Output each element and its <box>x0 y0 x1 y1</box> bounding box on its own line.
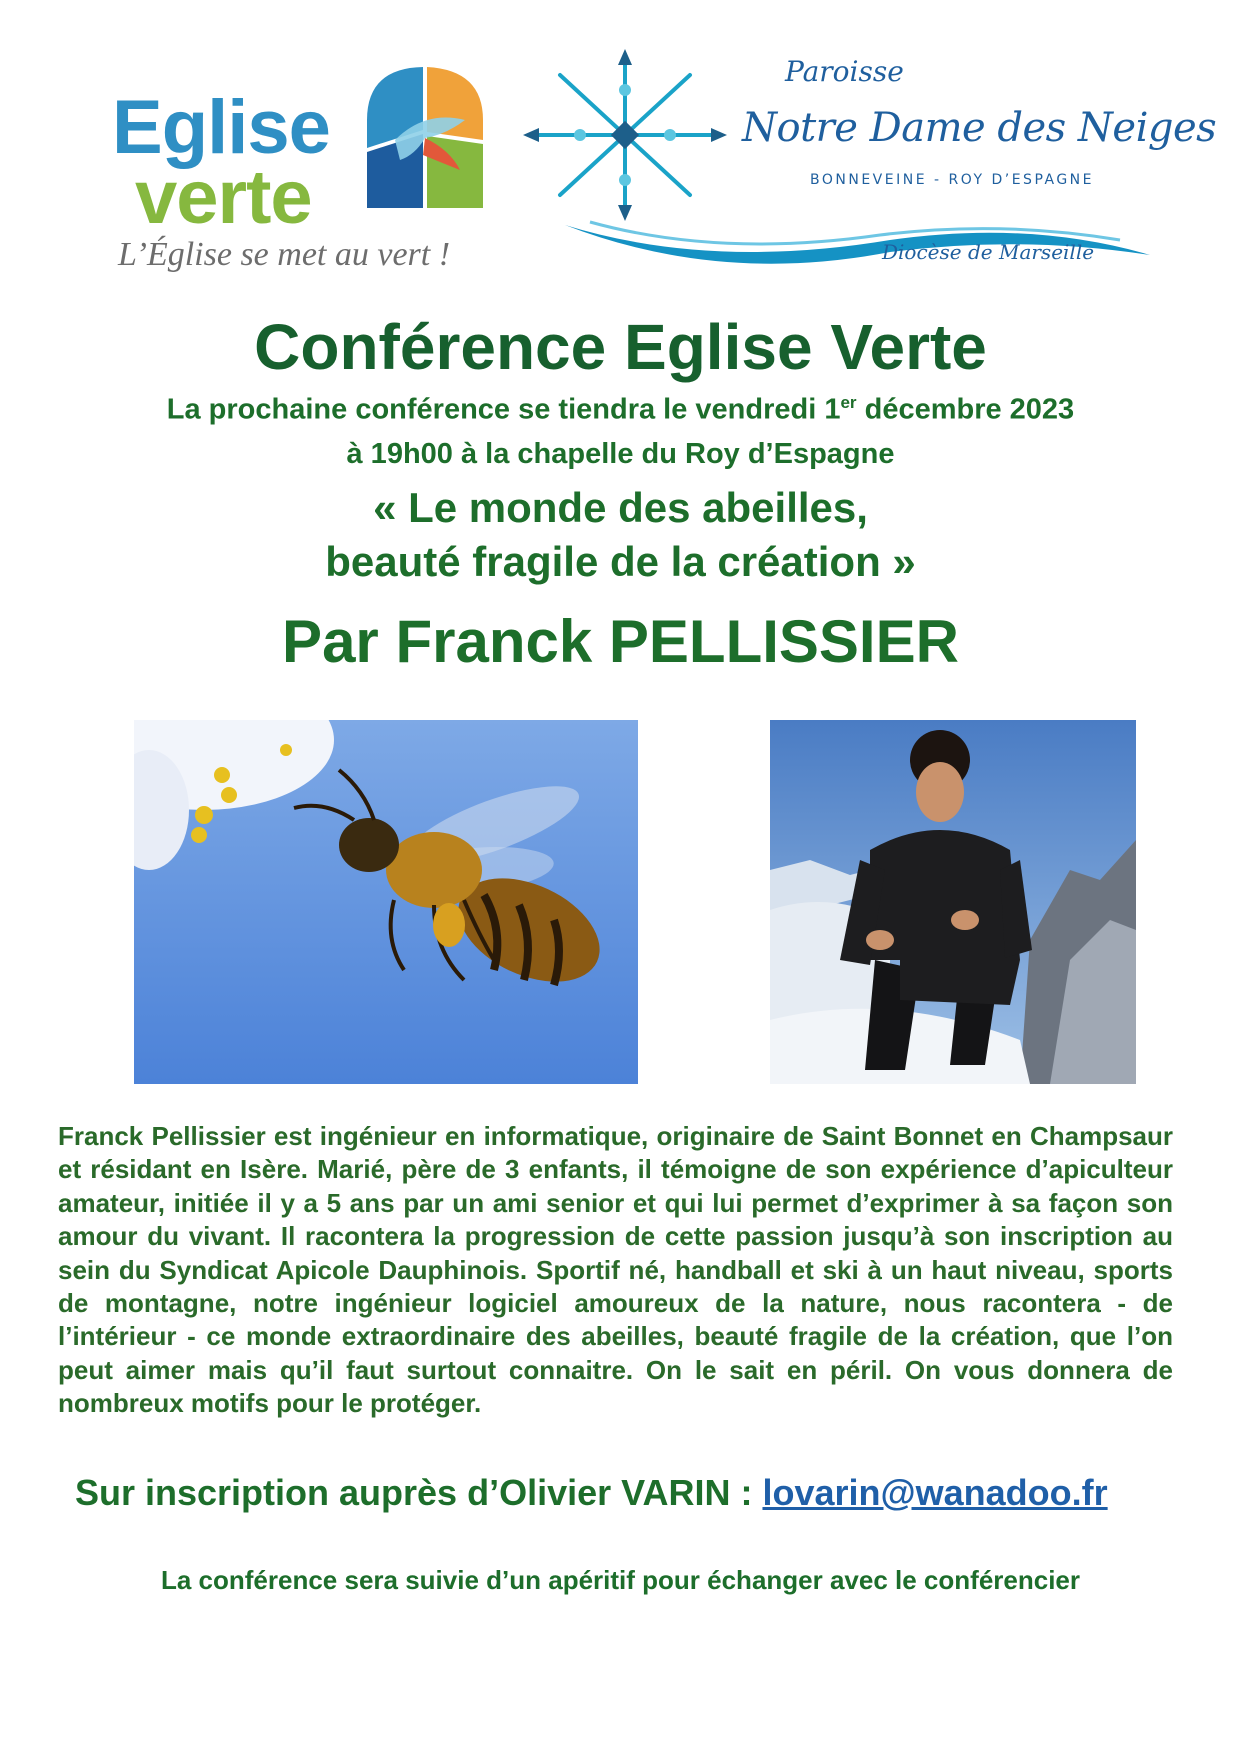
event-date-month: décembre 2023 <box>856 393 1075 426</box>
event-time-place: à 19h00 à la chapelle du Roy d’Espagne <box>346 438 895 470</box>
page-title: Conférence Eglise Verte <box>254 311 987 383</box>
stained-glass-bird-icon <box>355 60 495 210</box>
event-date-text: La prochaine conférence se tiendra le vendredi 1 <box>166 393 841 426</box>
speaker-bio: Franck Pellissier est ingénieur en informatique, originaire de Saint Bonnet en Champsaur et résidant en Isère. Marié, père de 3 enfants, il témoigne de son expérience d’apiculteur amateur, initiée il y a 5 ans par un ami senior et qui lui permet d’exprimer à sa façon son amour du vivant. Il racontera la progression de cette passion jusqu’à son inscription au sein du Syndicat Apicole Dauphinois. Sportif né, handball et ski à un haut niveau, sports de montagne, notre ingénieur logiciel amoureux de la nature, nous racontera - de l’intérieur - ce monde extraordinaire des abeilles, beauté fragile de la création, que l’on peut aimer mais qu’il faut surtout connaitre. On le sait en péril. On vous donnera de nombreux motifs pour le protéger. <box>58 1121 1173 1419</box>
paroisse-logo <box>570 45 1217 285</box>
talk-title-line1: « Le monde des abeilles, <box>373 484 868 531</box>
speaker-name: Par Franck PELLISSIER <box>282 608 959 675</box>
paroisse-location: BONNEVEINE - ROY D’ESPAGNE <box>810 172 1094 188</box>
logo-tagline: L’Église se met au vert ! <box>118 236 451 273</box>
bee-photo <box>134 720 638 1084</box>
logo-word-verte: verte <box>135 155 312 240</box>
aperitif-note: La conférence sera suivie d’un apéritif pour échanger avec le conférencier <box>160 1565 1080 1595</box>
diocese-label: Diocèse de Marseille <box>882 240 1095 264</box>
signup-line <box>75 1472 1108 1514</box>
signup-label: Sur inscription auprès d’Olivier VARIN : <box>75 1472 763 1513</box>
logo-word-eglise: Eglise <box>112 85 330 170</box>
ordinal-suffix: er <box>840 393 857 412</box>
paroisse-name: Notre Dame des Neiges <box>742 105 1217 151</box>
email-link[interactable]: lovarin@wanadoo.fr <box>762 1472 1108 1513</box>
event-date-line <box>0 393 1241 427</box>
speaker-photo <box>770 720 1136 1084</box>
eglise-verte-logo <box>100 50 500 290</box>
talk-title-line2: beauté fragile de la création » <box>325 538 916 585</box>
paroisse-label: Paroisse <box>785 55 904 88</box>
